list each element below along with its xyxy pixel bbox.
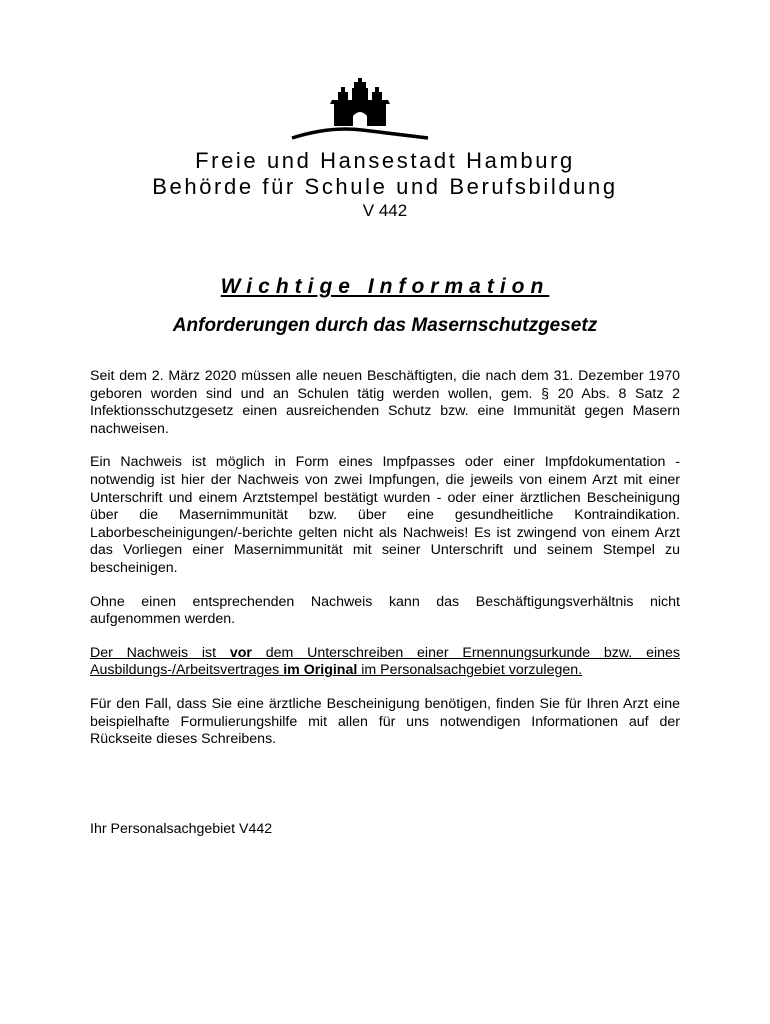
paragraph-5: Für den Fall, dass Sie eine ärztliche Bescheinigung benötigen, finden Sie für Ihren Arzt eine beispielhafte Formulierungshilfe mit allen für uns notwendigen Informationen auf der Rückseite dieses Schreibens. [90, 695, 680, 748]
p4-bold-vor: vor [229, 644, 252, 661]
hamburg-castle-icon [290, 78, 430, 148]
p4-bold-original: im Original [283, 662, 358, 679]
paragraph-4-underlined [90, 645, 680, 680]
paragraph-3: Ohne einen entsprechenden Nachweis kann das Beschäftigungsverhältnis nicht aufgenommen werden. [90, 593, 680, 628]
p4-text-3: im Personalsachgebiet vorzulegen. [357, 662, 583, 679]
department-code: V 442 [362, 201, 408, 220]
p4-text-1: Der Nachweis ist [90, 644, 230, 661]
document-headline: Wichtige Information [220, 275, 550, 298]
signature-line: Ihr Personalsachgebiet V442 [90, 821, 273, 837]
paragraph-1: Seit dem 2. März 2020 müssen alle neuen Beschäftigten, die nach dem 31. Dezember 1970 geboren worden sind und an Schulen tätig werden wollen, gem. § 20 Abs. 8 Satz 2 Infektionsschutzgesetz einen ausreichenden Schutz bzw. eine Immunität gegen Masern nachweisen. [90, 368, 680, 437]
document-subheadline: Anforderungen durch das Masernschutzgesetz [172, 315, 598, 336]
p4-text-2: dem Unterschreiben einer Ernennungsurkunde bzw. eines Ausbildungs-/Arbeitsvertrages [90, 644, 680, 679]
paragraph-2: Ein Nachweis ist möglich in Form eines Impfpasses oder einer Impfdokumentation - notwendig ist hier der Nachweis von zwei Impfungen, die jeweils von einem Arzt mit einer Unterschrift und einem Arztstempel bestätigt wurden - oder einer ärztlichen Bescheinigung über die Masernimmunität bzw. über eine gesundheitliche Kontraindikation. Laborbescheinigungen/-berichte gelten nicht als Nachweis! Es ist zwingend von einem Arzt das Vorliegen einer Masernimmunität mit seiner Unterschrift und seinem Stempel zu bescheinigen. [90, 454, 680, 576]
organization-name: Freie und Hansestadt Hamburg [195, 148, 575, 173]
document-body [90, 368, 680, 765]
department-name: Behörde für Schule und Berufsbildung [152, 174, 618, 199]
